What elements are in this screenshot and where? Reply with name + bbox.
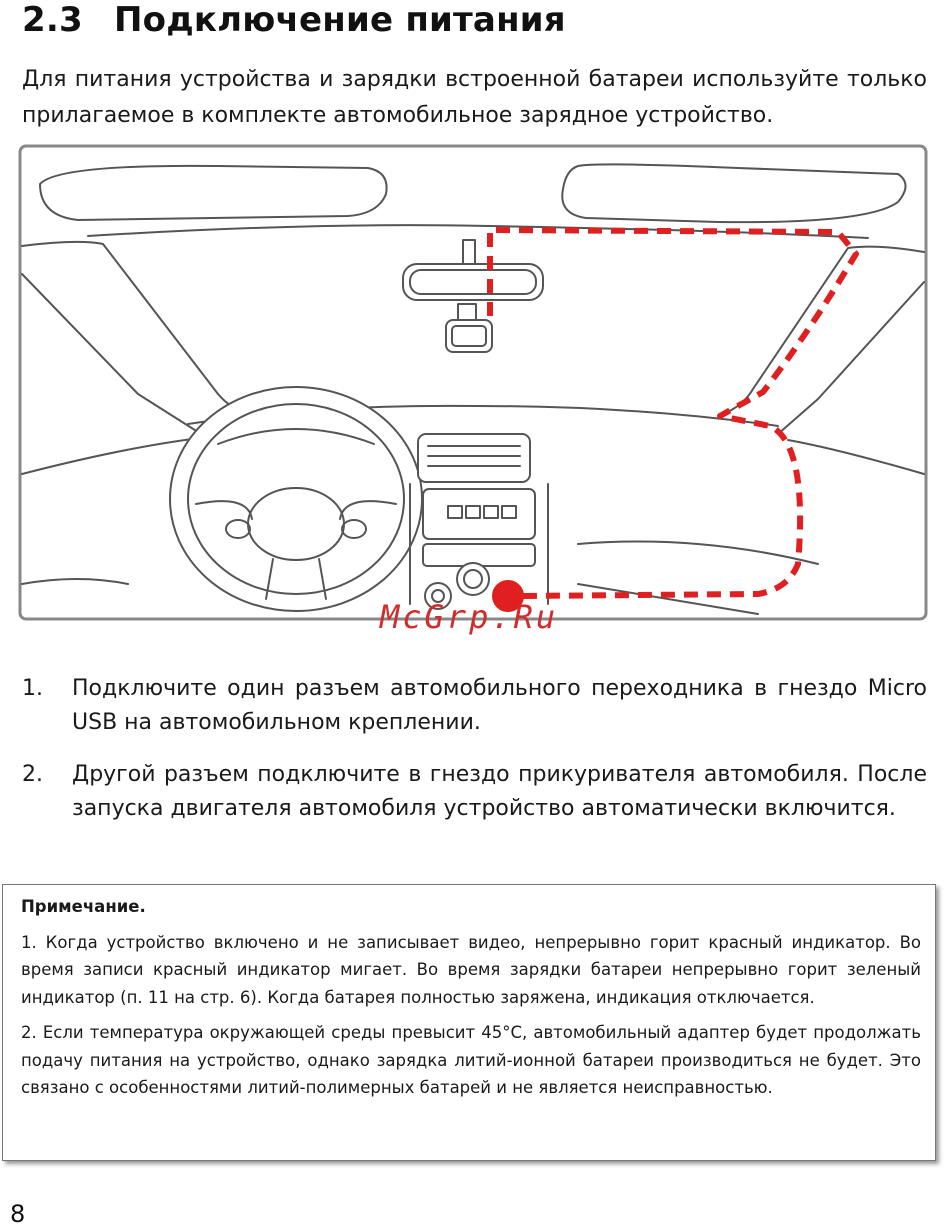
center-console <box>410 484 548 609</box>
left-a-pillar-inner <box>22 274 198 432</box>
intro-paragraph: Для питания устройства и зарядки встроенной батареи используйте только прилагаемое в комплекте автомобильное зарядное устройство. <box>22 67 927 128</box>
step-number: 1. <box>22 676 43 701</box>
dashcam-bracket <box>458 304 476 320</box>
right-a-pillar <box>723 247 924 414</box>
center-air-vent <box>418 434 530 482</box>
steps-list <box>22 672 927 844</box>
car-interior-illustration <box>18 144 928 621</box>
right-a-pillar-inner <box>778 282 924 434</box>
note-box <box>2 884 936 1161</box>
step-text: Другой разъем подключите в гнездо прикуривателя автомобиля. После запуска двигателя автомобиля устройство автоматически включится. <box>72 762 927 821</box>
right-sun-visor <box>562 164 905 222</box>
note-paragraph: 2. Если температура окружающей среды превысит 45°C, автомобильный адаптер будет продолжать подачу питания на устройство, однако зарядка литий-ионной батареи производиться не будет. Это связано с особенностями литий-полимерных батарей и не является неисправностью. <box>21 1023 921 1097</box>
mirror-mount <box>463 240 475 266</box>
note-title: Примечание. <box>21 897 146 916</box>
section-title: Подключение питания <box>114 0 566 40</box>
section-number: 2.3 <box>22 0 83 40</box>
steering-wheel <box>170 387 422 611</box>
watermark: McGrp.Ru <box>380 598 559 636</box>
left-a-pillar <box>22 242 258 416</box>
step-number: 2. <box>22 762 43 787</box>
step-item <box>22 672 927 740</box>
page-number: 8 <box>10 1200 26 1228</box>
step-item <box>22 758 927 826</box>
left-sun-visor <box>40 166 387 220</box>
note-paragraph: 1. Когда устройство включено и не записывает видео, непрерывно горит красный индикатор. Во время записи красный индикатор мигает. Во время зарядки батареи непрерывно горит зеленый индикатор (п. 11 на стр. 6). Когда батарея полностью заряжена, индикация отключается. <box>21 932 921 1007</box>
section-heading <box>22 0 566 40</box>
step-text: Подключите один разъем автомобильного переходника в гнездо Micro USB на автомобильном креплении. <box>72 676 927 735</box>
